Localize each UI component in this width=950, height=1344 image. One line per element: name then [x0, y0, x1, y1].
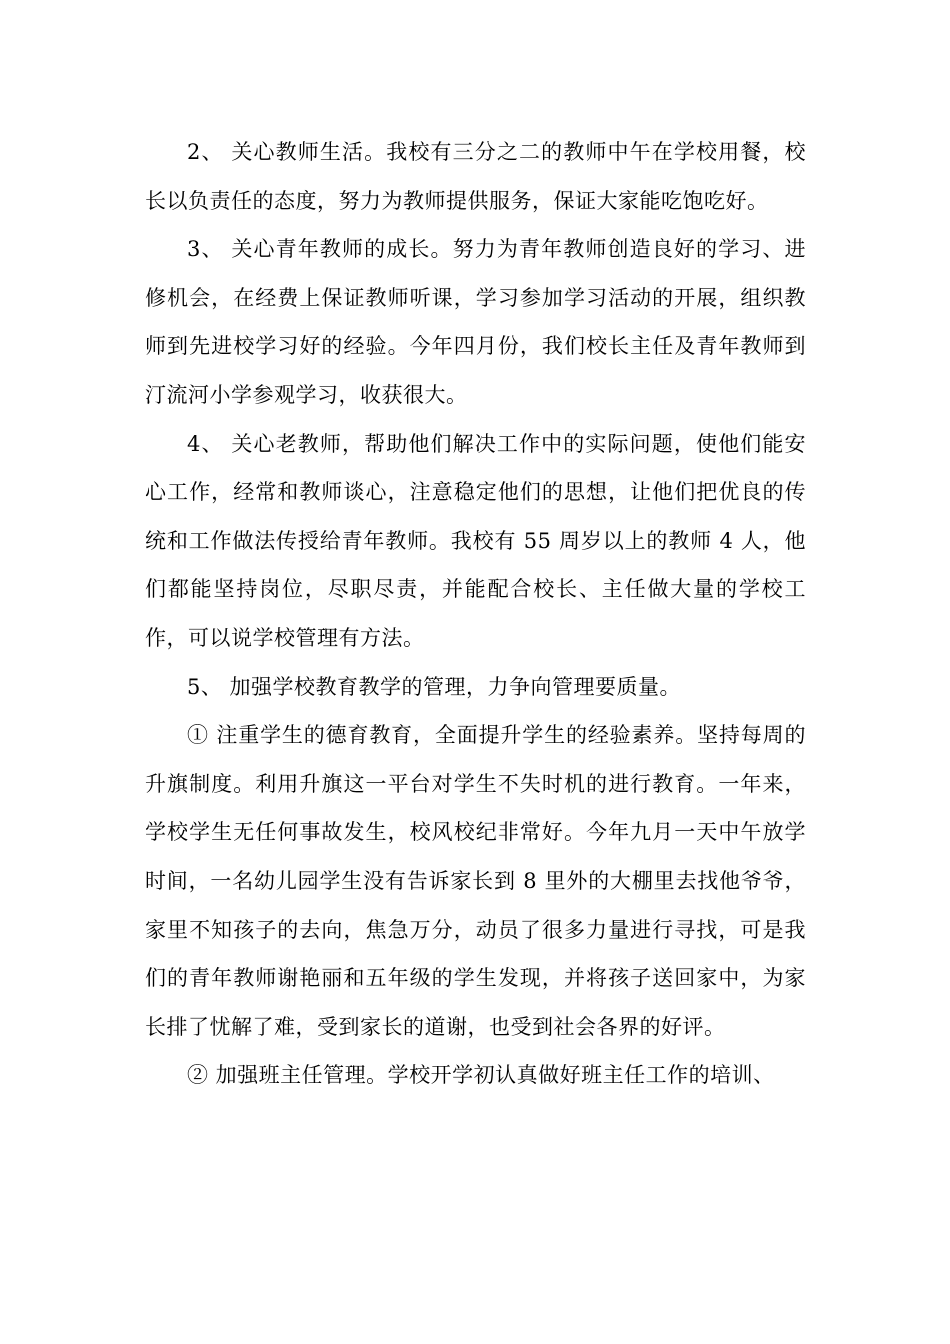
paragraph-teaching-management: 5、 加强学校教育教学的管理，力争向管理要质量。 — [187, 674, 682, 699]
paragraph-moral-education: ① 注重学生的德育教育，全面提升学生的经验素养。坚持每周的升旗制度。利用升旗这一平台对学生不失时机的进行教育。一年来，学校学生无任何事故发生，校风校纪非常好。今年九月一天中午放学时间，一名幼儿园学生没有告诉家长到 8 里外的大棚里去找他爷爷，家里不知孩子的去向，焦急万分，动员了很多力量进行寻找，可是我们的青年教师谢艳丽和五年级的学生发现，并将孩子送回家中，为家长排了忧解了难，受到家长的道谢，也受到社会各界的好评。 — [145, 723, 806, 1039]
paragraph-young-teachers: 3、 关心青年教师的成长。努力为青年教师创造良好的学习、进修机会，在经费上保证教师听课，学习参加学习活动的开展，组织教师到先进校学习好的经验。今年四月份，我们校长主任及青年教师到汀流河小学参观学习，收获很大。 — [145, 237, 806, 407]
document-body — [145, 128, 806, 1100]
paragraph-senior-teachers: 4、 关心老教师，帮助他们解决工作中的实际问题，使他们能安心工作，经常和教师谈心，注意稳定他们的思想，让他们把优良的传统和工作做法传授给青年教师。我校有 55 周岁以上的教师 4 人，他们都能坚持岗位，尽职尽责，并能配合校长、主任做大量的学校工作，可以说学校管理有方法。 — [145, 431, 806, 650]
paragraph-teacher-life: 2、 关心教师生活。我校有三分之二的教师中午在学校用餐，校长以负责任的态度，努力为教师提供服务，保证大家能吃饱吃好。 — [145, 140, 806, 213]
paragraph-class-teacher-management: ② 加强班主任管理。学校开学初认真做好班主任工作的培训、 — [187, 1063, 775, 1088]
